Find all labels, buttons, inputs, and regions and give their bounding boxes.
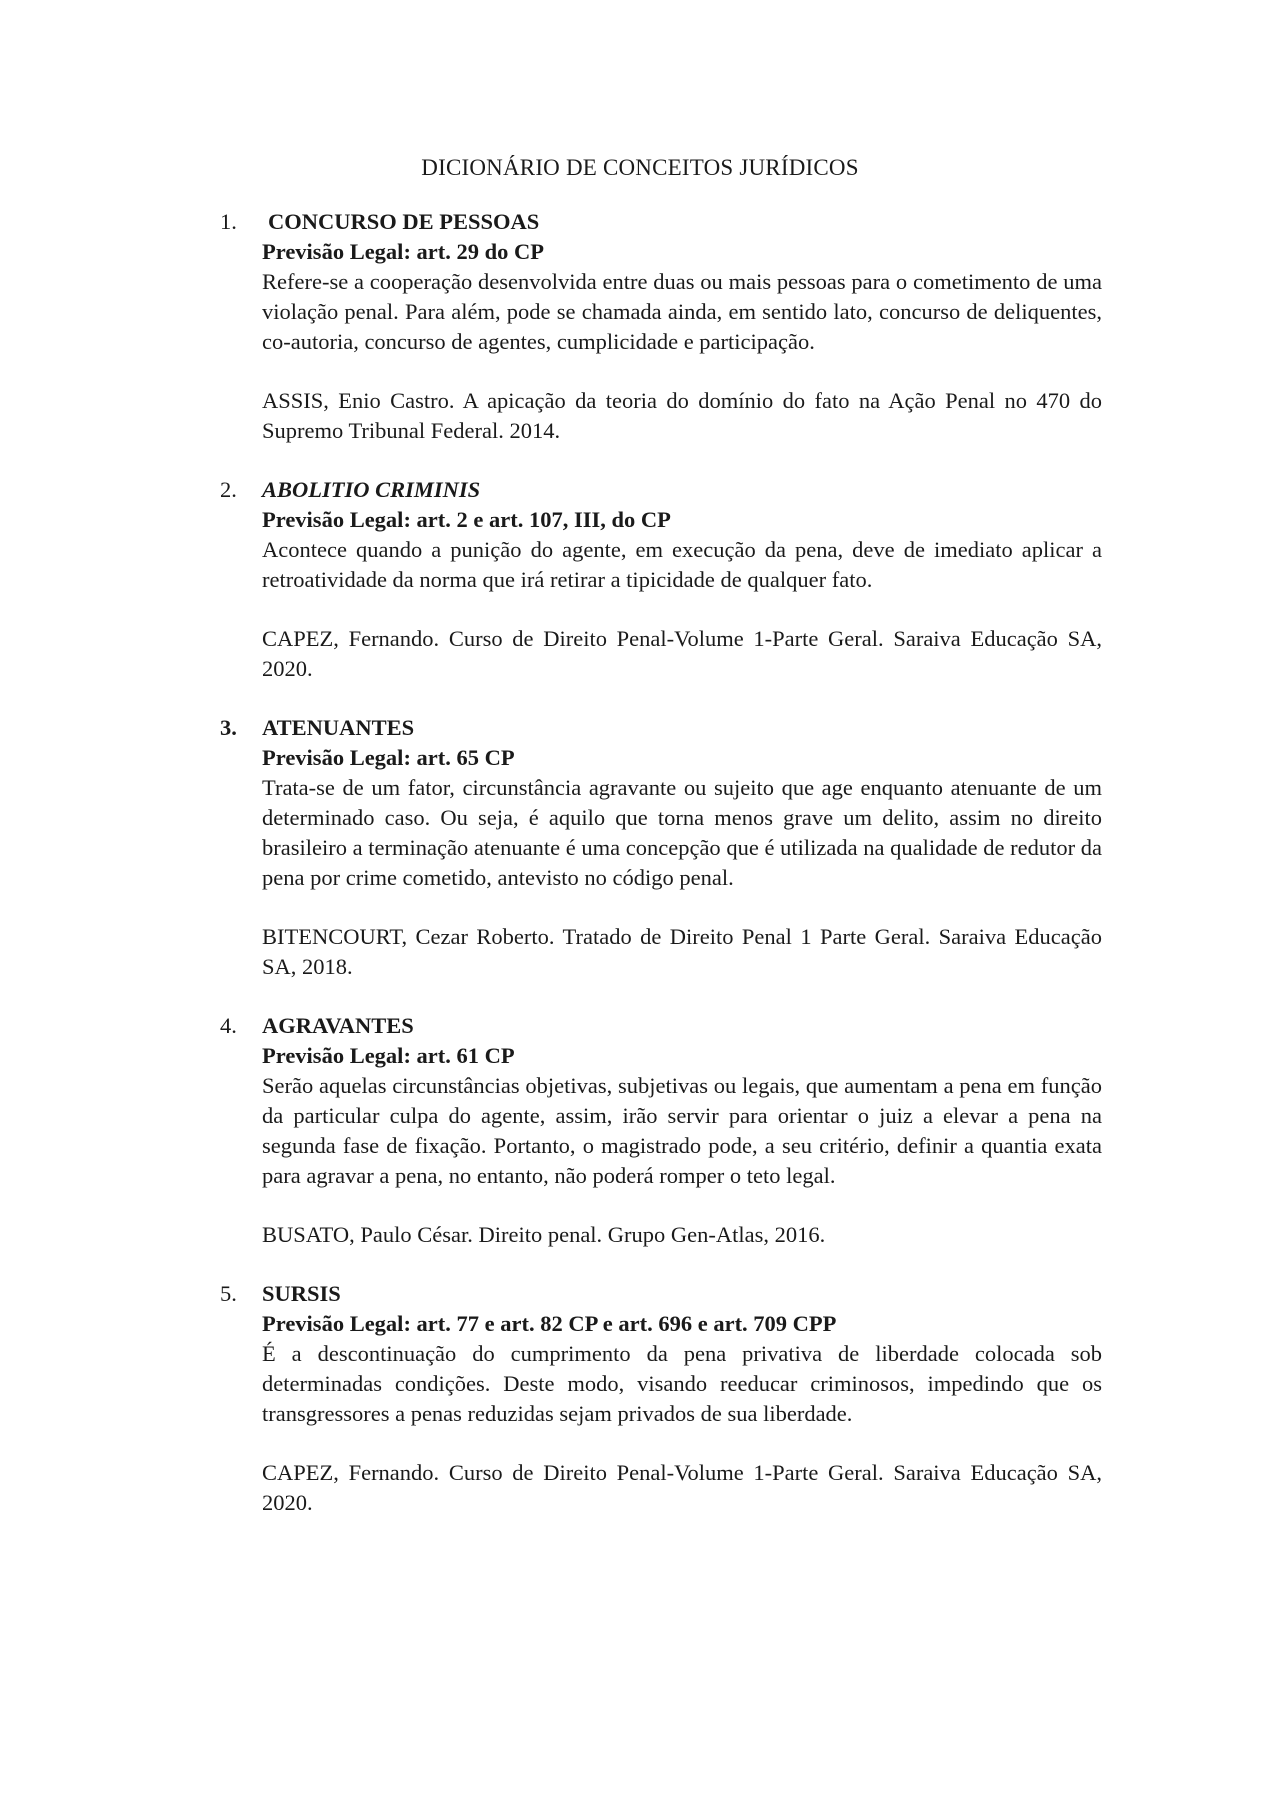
entry-definition: Serão aquelas circunstâncias objetivas, subjetivas ou legais, que aumentam a pena em função da particular culpa do agente, assim, irão servir para orientar o juiz a elevar a pena na segunda fase de fixação. Portanto, o magistrado pode, a seu critério, definir a quantia exata para agravar a pena, no entanto, não poderá romper o teto legal. xyxy=(262,1073,1102,1188)
entry-definition: Refere-se a cooperação desenvolvida entre duas ou mais pessoas para o cometimento de uma violação penal. Para além, pode se chamada ainda, em sentido lato, concurso de deliquentes, co-autoria, concurso de agentes, cumplicidade e participação. xyxy=(262,269,1102,354)
entry-term: AGRAVANTES xyxy=(262,1013,414,1038)
entry-concurso-de-pessoas xyxy=(220,207,1102,446)
entry-legal-basis: Previsão Legal: art. 29 do CP xyxy=(262,239,545,264)
entry-legal-basis: Previsão Legal: art. 77 e art. 82 CP e art. 696 e art. 709 CPP xyxy=(262,1311,837,1336)
entry-number: 4. xyxy=(220,1013,237,1038)
entry-legal-basis: Previsão Legal: art. 2 e art. 107, III, do CP xyxy=(262,507,671,532)
entry-sursis xyxy=(220,1279,1102,1518)
entry-reference: CAPEZ, Fernando. Curso de Direito Penal-Volume 1-Parte Geral. Saraiva Educação SA, 2020. xyxy=(262,626,1102,681)
entry-number: 1. xyxy=(220,209,237,234)
entry-definition: Trata-se de um fator, circunstância agravante ou sujeito que age enquanto atenuante de um determinado caso. Ou seja, é aquilo que torna menos grave um delito, assim no direito brasileiro a terminação atenuante é uma concepção que é utilizada na qualidade de redutor da pena por crime cometido, antevisto no código penal. xyxy=(262,775,1102,890)
entry-legal-basis: Previsão Legal: art. 61 CP xyxy=(262,1043,515,1068)
entry-abolitio-criminis xyxy=(220,475,1102,684)
document-title: DICIONÁRIO DE CONCEITOS JURÍDICOS xyxy=(421,155,859,180)
entry-list xyxy=(220,207,1102,1547)
entry-term: SURSIS xyxy=(262,1281,341,1306)
entry-term: CONCURSO DE PESSOAS xyxy=(268,209,540,234)
entry-atenuantes xyxy=(220,713,1102,982)
entry-reference: BITENCOURT, Cezar Roberto. Tratado de Direito Penal 1 Parte Geral. Saraiva Educação SA, 2018. xyxy=(262,924,1102,979)
entry-definition: Acontece quando a punição do agente, em execução da pena, deve de imediato aplicar a retroatividade da norma que irá retirar a tipicidade de qualquer fato. xyxy=(262,537,1102,592)
entry-agravantes xyxy=(220,1011,1102,1250)
entry-number: 5. xyxy=(220,1281,237,1306)
entry-definition: É a descontinuação do cumprimento da pena privativa de liberdade colocada sob determinadas condições. Deste modo, visando reeducar criminosos, impedindo que os transgressores a penas reduzidas sejam privados de sua liberdade. xyxy=(262,1341,1102,1426)
entry-term: ABOLITIO CRIMINIS xyxy=(262,477,481,502)
entry-term: ATENUANTES xyxy=(262,715,415,740)
entry-legal-basis: Previsão Legal: art. 65 CP xyxy=(262,745,515,770)
entry-reference: BUSATO, Paulo César. Direito penal. Grupo Gen-Atlas, 2016. xyxy=(262,1222,826,1247)
entry-reference: ASSIS, Enio Castro. A apicação da teoria do domínio do fato na Ação Penal no 470 do Supremo Tribunal Federal. 2014. xyxy=(262,388,1102,443)
entry-number: 2. xyxy=(220,477,237,502)
entry-number: 3. xyxy=(220,715,237,740)
entry-reference: CAPEZ, Fernando. Curso de Direito Penal-Volume 1-Parte Geral. Saraiva Educação SA, 2020. xyxy=(262,1460,1102,1515)
